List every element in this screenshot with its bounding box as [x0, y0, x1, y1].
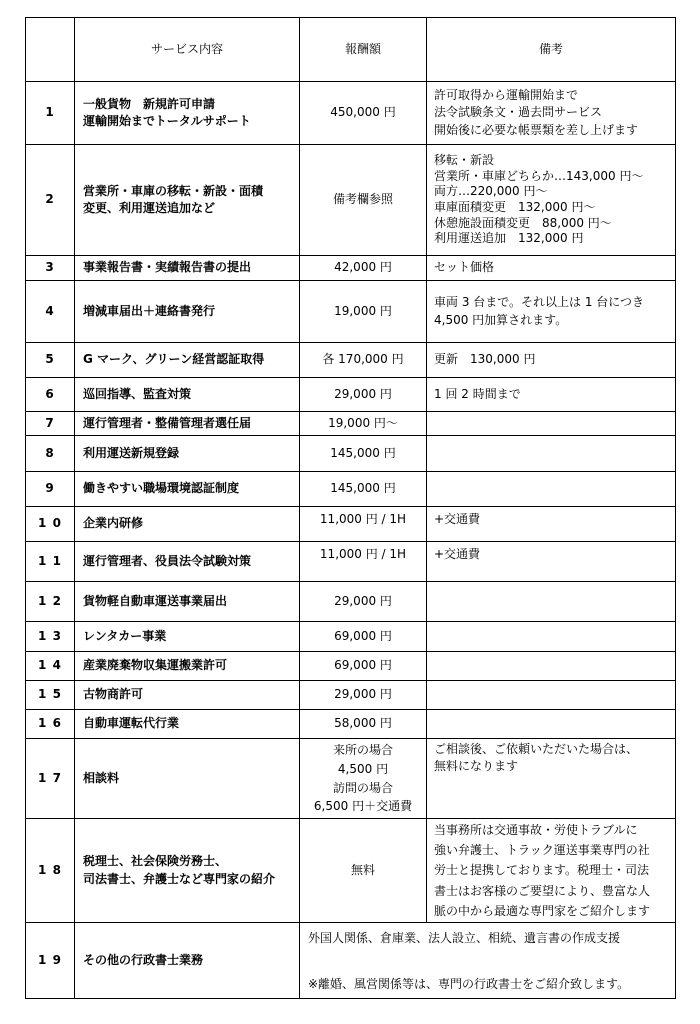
row-fee: 29,000 円 — [300, 681, 427, 710]
row-no: 1 7 — [26, 739, 75, 819]
row-note: 更新 130,000 円 — [427, 343, 676, 378]
note-line: 強い弁護士、トラック運送事業専門の社 — [434, 843, 650, 858]
service-line: 税理士、社会保険労務士、 — [83, 854, 228, 869]
table-row — [26, 82, 676, 145]
row-service — [75, 82, 300, 145]
row-service: 企業内研修 — [75, 507, 300, 542]
row-fee: 29,000 円 — [300, 378, 427, 412]
row-note — [427, 82, 676, 145]
row-service: 自動車運転代行業 — [75, 710, 300, 739]
row-fee — [300, 739, 427, 819]
note-line: 書士はお客様のご要望により、豊富な人 — [434, 883, 651, 898]
table-row — [26, 819, 676, 923]
row-service: 貨物軽自動車運送事業届出 — [75, 582, 300, 622]
row-fee: 各 170,000 円 — [300, 343, 427, 378]
note-line: 労士と提携しております。税理士・司法 — [434, 863, 650, 878]
row-note — [427, 436, 676, 472]
row-no: 3 — [26, 256, 75, 281]
row-note — [427, 710, 676, 739]
row-service: 古物商許可 — [75, 681, 300, 710]
row-service: 相談料 — [75, 739, 300, 819]
table-row — [26, 472, 676, 507]
table-row — [26, 681, 676, 710]
row-fee: 11,000 円 / 1H — [300, 542, 427, 582]
service-line: 司法書士、弁護士など専門家の紹介 — [83, 871, 276, 886]
header-no — [26, 18, 75, 82]
row-fee: 42,000 円 — [300, 256, 427, 281]
note-line: 脈の中から最適な専門家をご紹介します — [434, 903, 651, 918]
row-no: 1 5 — [26, 681, 75, 710]
row-no: 1 3 — [26, 622, 75, 652]
row-service: 運行管理者・整備管理者選任届 — [75, 412, 300, 436]
row-note — [427, 281, 676, 343]
table-row — [26, 436, 676, 472]
note-line: 法令試験条文・過去問サービス — [434, 105, 603, 120]
row-no: 1 6 — [26, 710, 75, 739]
note-line: 車両 3 台まで。それ以上は 1 台につき — [434, 295, 645, 310]
row-service: 利用運送新規登録 — [75, 436, 300, 472]
table-row — [26, 378, 676, 412]
row-no: 4 — [26, 281, 75, 343]
table-row — [26, 622, 676, 652]
row-fee: 19,000 円～ — [300, 412, 427, 436]
row-no: 1 0 — [26, 507, 75, 542]
row-service: 働きやすい職場環境認証制度 — [75, 472, 300, 507]
service-line: 運輸開始までトータルサポート — [83, 114, 251, 128]
service-line: 営業所・車庫の移転・新設・面積 — [83, 183, 264, 198]
note-line: 許可取得から運輸開始まで — [434, 88, 579, 103]
row-no: 7 — [26, 412, 75, 436]
table-row — [26, 710, 676, 739]
row-no: 5 — [26, 343, 75, 378]
header-fee: 報酬額 — [300, 18, 427, 82]
note-line: 開始後に必要な帳票類を差し上げます — [434, 122, 639, 137]
row-service — [75, 145, 300, 256]
row-no: 6 — [26, 378, 75, 412]
row-note: セット価格 — [427, 256, 676, 281]
row-fee: 19,000 円 — [300, 281, 427, 343]
row-note — [427, 622, 676, 652]
row-no: 1 1 — [26, 542, 75, 582]
fee-table — [25, 17, 676, 999]
table-row — [26, 739, 676, 819]
row-service: その他の行政書士業務 — [75, 923, 300, 999]
table-row — [26, 256, 676, 281]
service-line: 一般貨物 新規許可申請 — [83, 96, 216, 111]
fee-line: 450,000 円 — [330, 105, 396, 120]
table-row — [26, 145, 676, 256]
fee-line: 備考欄参照 — [332, 192, 393, 207]
service-line: 変更、利用運送追加など — [83, 201, 216, 215]
row-note — [427, 681, 676, 710]
row-service: 運行管理者、役員法令試験対策 — [75, 542, 300, 582]
row-fee: 145,000 円 — [300, 436, 427, 472]
row-fee: 無料 — [300, 819, 427, 923]
row-fee: 29,000 円 — [300, 582, 427, 622]
merged-note-line: ※離婚、風営関係等は、専門の行政書士をご紹介致します。 — [308, 976, 630, 991]
table-row — [26, 343, 676, 378]
row-no: 1 8 — [26, 819, 75, 923]
row-note — [427, 819, 676, 923]
table-row — [26, 652, 676, 681]
row-no: 9 — [26, 472, 75, 507]
header-service: サービス内容 — [75, 18, 300, 82]
row-no: 8 — [26, 436, 75, 472]
row-service: 事業報告書・実績報告書の提出 — [75, 256, 300, 281]
row-no: 1 4 — [26, 652, 75, 681]
table-row — [26, 582, 676, 622]
note-line: 4,500 円加算されます。 — [434, 312, 568, 327]
note-line: ご相談後、ご依頼いただいた場合は、 — [434, 742, 639, 756]
row-no: 1 2 — [26, 582, 75, 622]
row-merged-note — [300, 923, 676, 999]
row-note — [427, 145, 676, 256]
row-no: 2 — [26, 145, 75, 256]
fee-line: 6,500 円＋交通費 — [313, 799, 413, 814]
row-note — [427, 582, 676, 622]
row-fee: 58,000 円 — [300, 710, 427, 739]
row-service: G マーク、グリーン経営認証取得 — [75, 343, 300, 378]
row-note — [427, 472, 676, 507]
row-fee — [300, 82, 427, 145]
fee-line: 来所の場合 — [332, 743, 393, 758]
header-note: 備考 — [427, 18, 676, 82]
row-service: 巡回指導、監査対策 — [75, 378, 300, 412]
table-row — [26, 542, 676, 582]
row-no: 1 — [26, 82, 75, 145]
row-note — [427, 412, 676, 436]
table-row — [26, 923, 676, 999]
row-service: レンタカー事業 — [75, 622, 300, 652]
merged-note-line: 外国人関係、倉庫業、法人設立、相続、遺言書の作成支援 — [308, 930, 621, 945]
note-line: 利用運送追加 132,000 円 — [434, 231, 584, 246]
row-note: +交通費 — [427, 542, 676, 582]
row-note — [427, 739, 676, 819]
row-fee: 145,000 円 — [300, 472, 427, 507]
table-header — [26, 18, 676, 82]
row-service: 増減車届出＋連絡書発行 — [75, 281, 300, 343]
fee-line: 4,500 円 — [337, 761, 389, 776]
row-fee: 11,000 円 / 1H — [300, 507, 427, 542]
note-line: 両方…220,000 円～ — [434, 184, 548, 199]
table-row — [26, 281, 676, 343]
note-line: 休憩施設面積変更 88,000 円～ — [434, 215, 612, 230]
row-note — [427, 652, 676, 681]
note-line: 当事務所は交通事故・労使トラブルに — [434, 823, 638, 838]
row-note: 1 回 2 時間まで — [427, 378, 676, 412]
fee-line: 訪問の場合 — [332, 780, 393, 795]
row-fee: 69,000 円 — [300, 622, 427, 652]
row-service — [75, 819, 300, 923]
note-line: 移転・新設 — [434, 153, 495, 168]
row-no: 1 9 — [26, 923, 75, 999]
table-row — [26, 507, 676, 542]
row-fee — [300, 145, 427, 256]
table-row — [26, 412, 676, 436]
note-line: 営業所・車庫どちらか…143,000 円～ — [434, 168, 644, 183]
row-note: +交通費 — [427, 507, 676, 542]
note-line: 無料になります — [434, 759, 519, 774]
row-service: 産業廃棄物収集運搬業許可 — [75, 652, 300, 681]
note-line: 車庫面積変更 132,000 円～ — [434, 200, 596, 214]
row-fee: 69,000 円 — [300, 652, 427, 681]
